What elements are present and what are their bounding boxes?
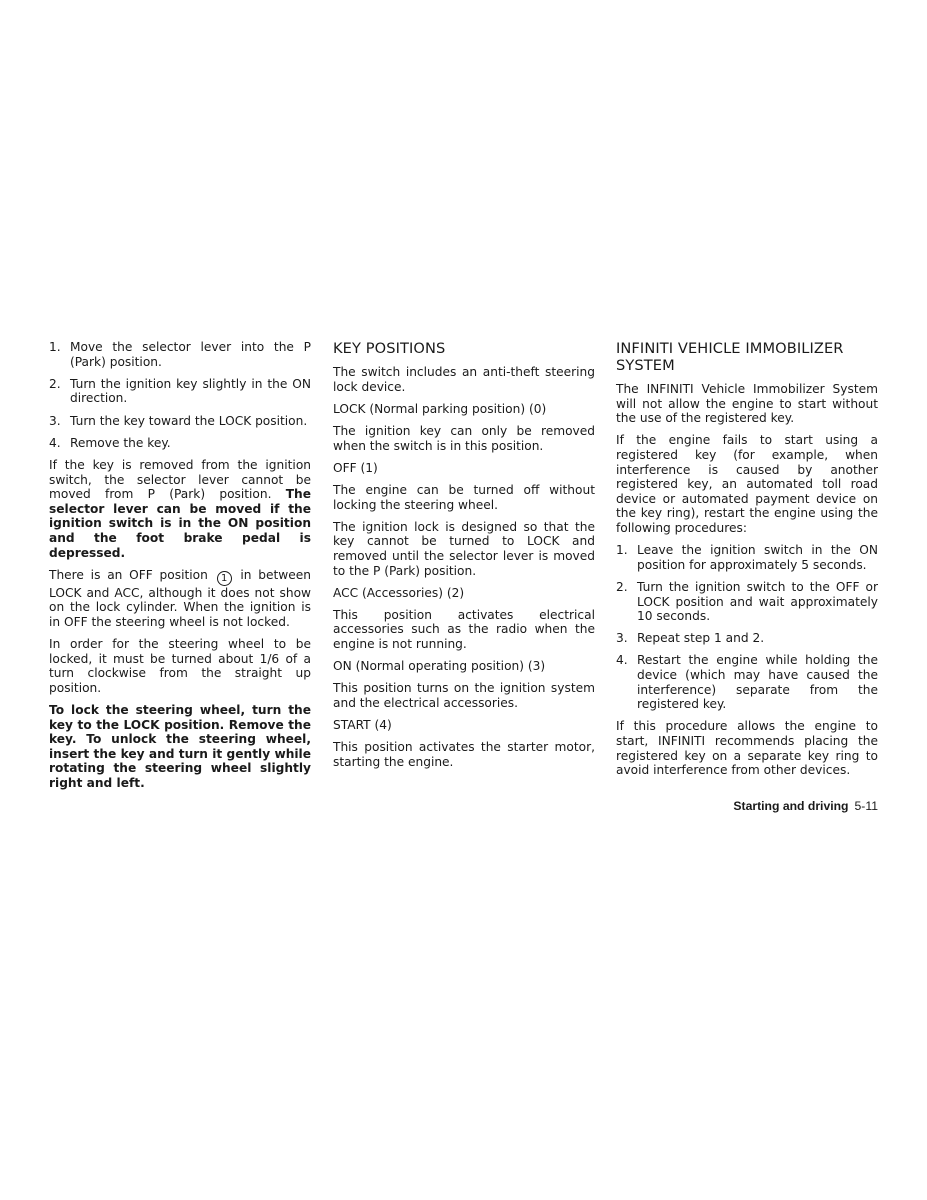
column-3 <box>616 340 878 785</box>
restart-steps-list <box>616 543 878 712</box>
section-title: Starting and driving <box>733 799 849 813</box>
list-item: 2. Turn the ignition switch to the OFF or LOCK position and wait approximately 10 seconds. <box>616 579 878 624</box>
list-item: 4. Remove the key. <box>49 435 171 450</box>
off-position-label: OFF (1) <box>333 460 378 475</box>
acc-position-text: This position activates electrical accessories such as the radio when the engine is not running. <box>333 607 595 652</box>
immobilizer-failure-paragraph: If the engine fails to start using a registered key (for example, when interference is caused by another registered key, an automated toll road device or automated payment device on the key ring), restart the engine using the following procedures: <box>616 433 878 535</box>
immobilizer-recommendation: If this procedure allows the engine to start, INFINITI recommends placing the registered key on a separate key ring to avoid interference from other devices. <box>616 719 878 778</box>
list-item: 1. Move the selector lever into the P (Park) position. <box>49 340 311 369</box>
list-item: 1. Leave the ignition switch in the ON position for approximately 5 seconds. <box>616 543 878 572</box>
immobilizer-heading: INFINITI VEHICLE IMMOBILIZER SYSTEM <box>616 340 844 374</box>
on-position-label: ON (Normal operating position) (3) <box>333 659 546 674</box>
off-position-paragraph: There is an OFF position 1 in between LOCK and ACC, although it does not show on the lock cylinder. When the ignition is in OFF the steering wheel is not locked. <box>49 567 311 629</box>
page-number: 5-11 <box>854 799 878 813</box>
circled-number-1: 1 <box>217 571 232 586</box>
acc-position-label: ACC (Accessories) (2) <box>333 585 465 600</box>
start-position-text: This position activates the starter motor, starting the engine. <box>333 740 595 769</box>
key-positions-intro: The switch includes an anti-theft steering lock device. <box>333 365 595 394</box>
list-item: 2. Turn the ignition key slightly in the ON direction. <box>49 376 311 406</box>
key-positions-heading: KEY POSITIONS <box>333 340 446 357</box>
list-item: 4. Restart the engine while holding the device (which may have caused the interference) separate from the registered key. <box>616 653 878 712</box>
selector-steps-list <box>49 340 311 450</box>
off-position-text: The engine can be turned off without locking the steering wheel. <box>333 482 595 512</box>
steering-lock-paragraph: In order for the steering wheel to be locked, it must be turned about 1/6 of a turn clockwise from the straight up position. <box>49 637 311 695</box>
selector-lever-paragraph: If the key is removed from the ignition switch, the selector lever cannot be moved from P (Park) position. The selector lever can be moved if the ignition switch is in the ON position and the foot brake pedal is depressed. <box>49 457 311 560</box>
ignition-lock-text: The ignition lock is designed so that the key cannot be turned to LOCK and removed until the selector lever is moved to the P (Park) position. <box>333 519 595 578</box>
lock-position-label: LOCK (Normal parking position) (0) <box>333 401 547 416</box>
page-footer <box>733 799 878 813</box>
column-2 <box>333 340 595 777</box>
start-position-label: START (4) <box>333 718 392 733</box>
on-position-text: This position turns on the ignition system and the electrical accessories. <box>333 681 595 711</box>
immobilizer-intro: The INFINITI Vehicle Immobilizer System will not allow the engine to start without the use of the registered key. <box>616 382 878 426</box>
unlock-instructions-paragraph: To lock the steering wheel, turn the key to the LOCK position. Remove the key. To unlock the steering wheel, insert the key and turn it gently while rotating the steering wheel slightly right and left. <box>49 703 311 790</box>
list-item: 3. Turn the key toward the LOCK position. <box>49 413 308 428</box>
list-item: 3. Repeat step 1 and 2. <box>616 631 765 646</box>
column-1 <box>49 340 311 798</box>
lock-position-text: The ignition key can only be removed when the switch is in this position. <box>333 423 595 453</box>
